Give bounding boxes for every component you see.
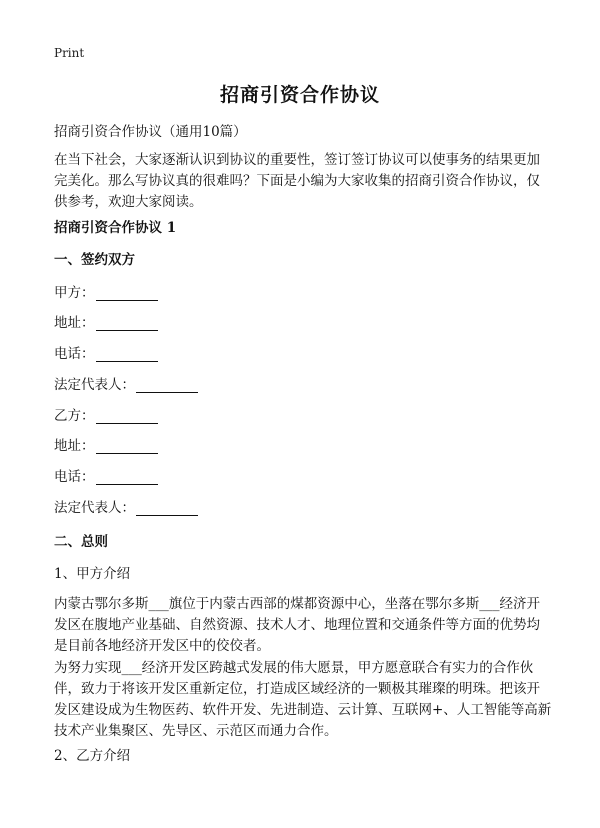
field-party-a-representative xyxy=(54,373,198,393)
document-title: 招商引资合作协议 xyxy=(219,84,380,106)
fill-blank xyxy=(136,378,198,393)
section-heading-general: 二、总则 xyxy=(54,534,108,550)
field-party-a-address xyxy=(54,311,158,331)
field-party-b-phone xyxy=(54,465,158,485)
field-party-b xyxy=(54,404,158,424)
paragraph-party-a: 内蒙古鄂尔多斯___旗位于内蒙古西部的煤都资源中心，坐落在鄂尔多斯___经济开发区在腹地产业基础、自然资源、技术人才、地理位置和交通条件等方面的优势均是目前各地经济开发区中的佼佼者。 xyxy=(54,596,540,654)
fill-blank xyxy=(96,470,158,485)
document-subtitle: 招商引资合作协议（通用10篇） xyxy=(54,124,247,140)
field-label: 地址： xyxy=(54,315,95,331)
subheading-party-a-intro: 1、甲方介绍 xyxy=(54,566,131,582)
field-label: 法定代表人： xyxy=(54,500,135,516)
field-label: 甲方： xyxy=(54,285,95,301)
field-party-b-address xyxy=(54,434,158,454)
agreement-heading: 招商引资合作协议 1 xyxy=(54,220,177,236)
subheading-party-b-intro: 2、乙方介绍 xyxy=(54,748,131,764)
fill-blank xyxy=(96,439,158,454)
intro-paragraph: 在当下社会，大家逐渐认识到协议的重要性，签订签订协议可以使事务的结果更加完美化。那么写协议真的很难吗？下面是小编为大家收集的招商引资合作协议，仅供参考，欢迎大家阅读。 xyxy=(54,152,540,210)
fill-blank xyxy=(136,501,198,516)
field-party-b-representative xyxy=(54,496,198,516)
section-heading-parties: 一、签约双方 xyxy=(54,252,135,268)
paragraph-vision: 为努力实现___经济开发区跨越式发展的伟大愿景，甲方愿意联合有实力的合作伙伴，致力于将该开发区重新定位，打造成区域经济的一颗极其璀璨的明珠。把该开发区建设成为生物医药、软件开发、先进制造、云计算、互联网+、人工智能等高新技术产业集聚区、先导区、示范区而通力合作。 xyxy=(54,660,552,739)
field-label: 电话： xyxy=(54,346,95,362)
fill-blank xyxy=(96,316,158,331)
field-label: 地址： xyxy=(54,438,95,454)
field-label: 电话： xyxy=(54,469,95,485)
field-party-a xyxy=(54,281,158,301)
field-label: 法定代表人： xyxy=(54,377,135,393)
field-party-a-phone xyxy=(54,342,158,362)
fill-blank xyxy=(96,286,158,301)
fill-blank xyxy=(96,347,158,362)
print-link[interactable]: Print xyxy=(54,46,85,60)
fill-blank xyxy=(96,409,158,424)
field-label: 乙方： xyxy=(54,408,95,424)
